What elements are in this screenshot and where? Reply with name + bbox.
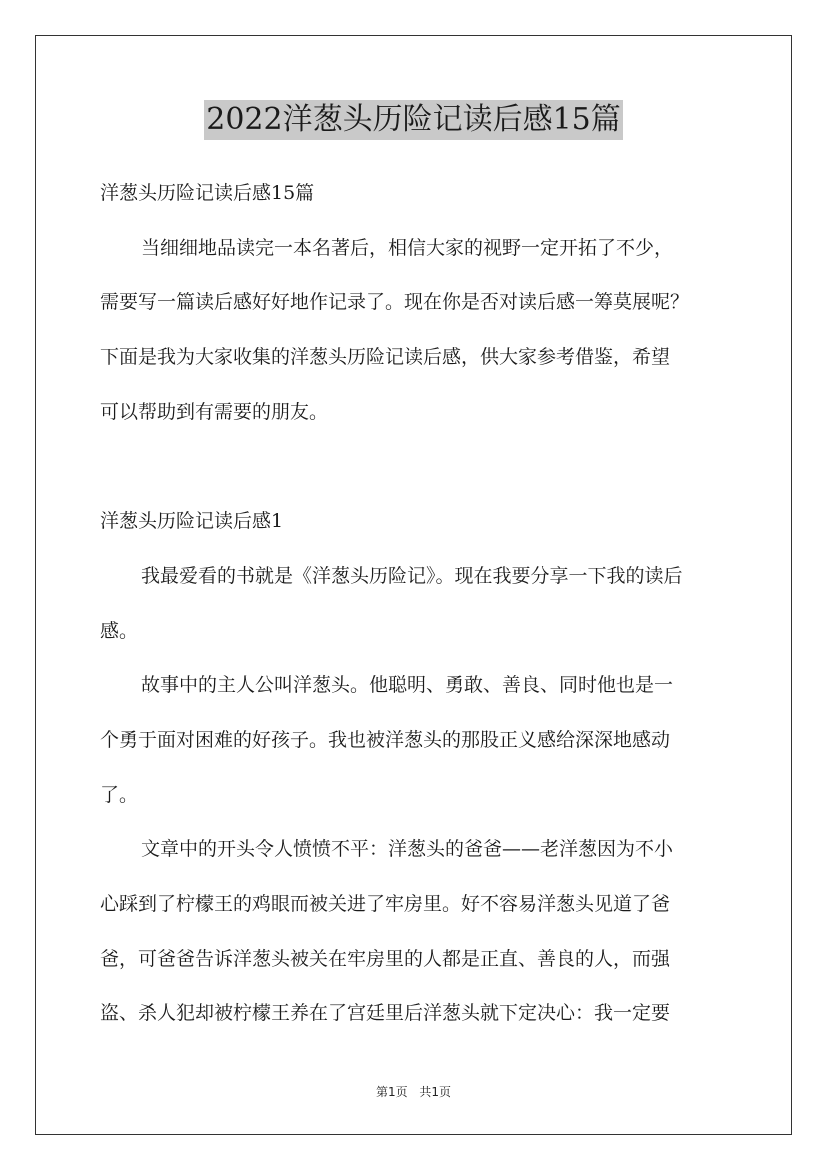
- text-line: 感。: [100, 619, 139, 642]
- text-line: 洋葱头历险记读后感1: [100, 510, 284, 533]
- text-line: 文章中的开头令人愤愤不平：洋葱头的爸爸——老洋葱因为不小: [141, 838, 674, 861]
- text-line: 当细细地品读完一本名著后，相信大家的视野一定开拓了不少，: [141, 236, 674, 259]
- text-line: 下面是我为大家收集的洋葱头历险记读后感，供大家参考借鉴，希望: [100, 346, 671, 369]
- text-line: 可以帮助到有需要的朋友。: [100, 400, 329, 423]
- text-line: 洋葱头历险记读后感15篇: [100, 182, 315, 204]
- text-line: 需要写一篇读后感好好地作记录了。现在你是否对读后感一筹莫展呢？: [100, 291, 690, 314]
- page-number: 第1页: [375, 1085, 408, 1099]
- page-footer: [0, 1083, 827, 1100]
- text-line: 个勇于面对困难的好孩子。我也被洋葱头的那股正义感给深深地感动: [100, 728, 671, 751]
- document-body: [100, 174, 740, 1049]
- text-line: 心踩到了柠檬王的鸡眼而被关进了牢房里。好不容易洋葱头见道了爸: [100, 892, 671, 915]
- text-line: 盗、杀人犯却被柠檬王养在了宫廷里后洋葱头就下定决心：我一定要: [100, 1002, 671, 1025]
- text-line: 爸，可爸爸告诉洋葱头被关在牢房里的人都是正直、善良的人，而强: [100, 947, 671, 970]
- title-container: [0, 100, 827, 140]
- document-title: 2022洋葱头历险记读后感15篇: [204, 100, 623, 140]
- text-line: 了。: [100, 783, 139, 806]
- paragraph-gap: [100, 447, 740, 502]
- text-line: 故事中的主人公叫洋葱头。他聪明、勇敢、善良、同时他也是一: [141, 674, 674, 697]
- text-line: 我最爱看的书就是《洋葱头历险记》。现在我要分享一下我的读后: [141, 564, 683, 587]
- page-total: 共1页: [419, 1085, 452, 1099]
